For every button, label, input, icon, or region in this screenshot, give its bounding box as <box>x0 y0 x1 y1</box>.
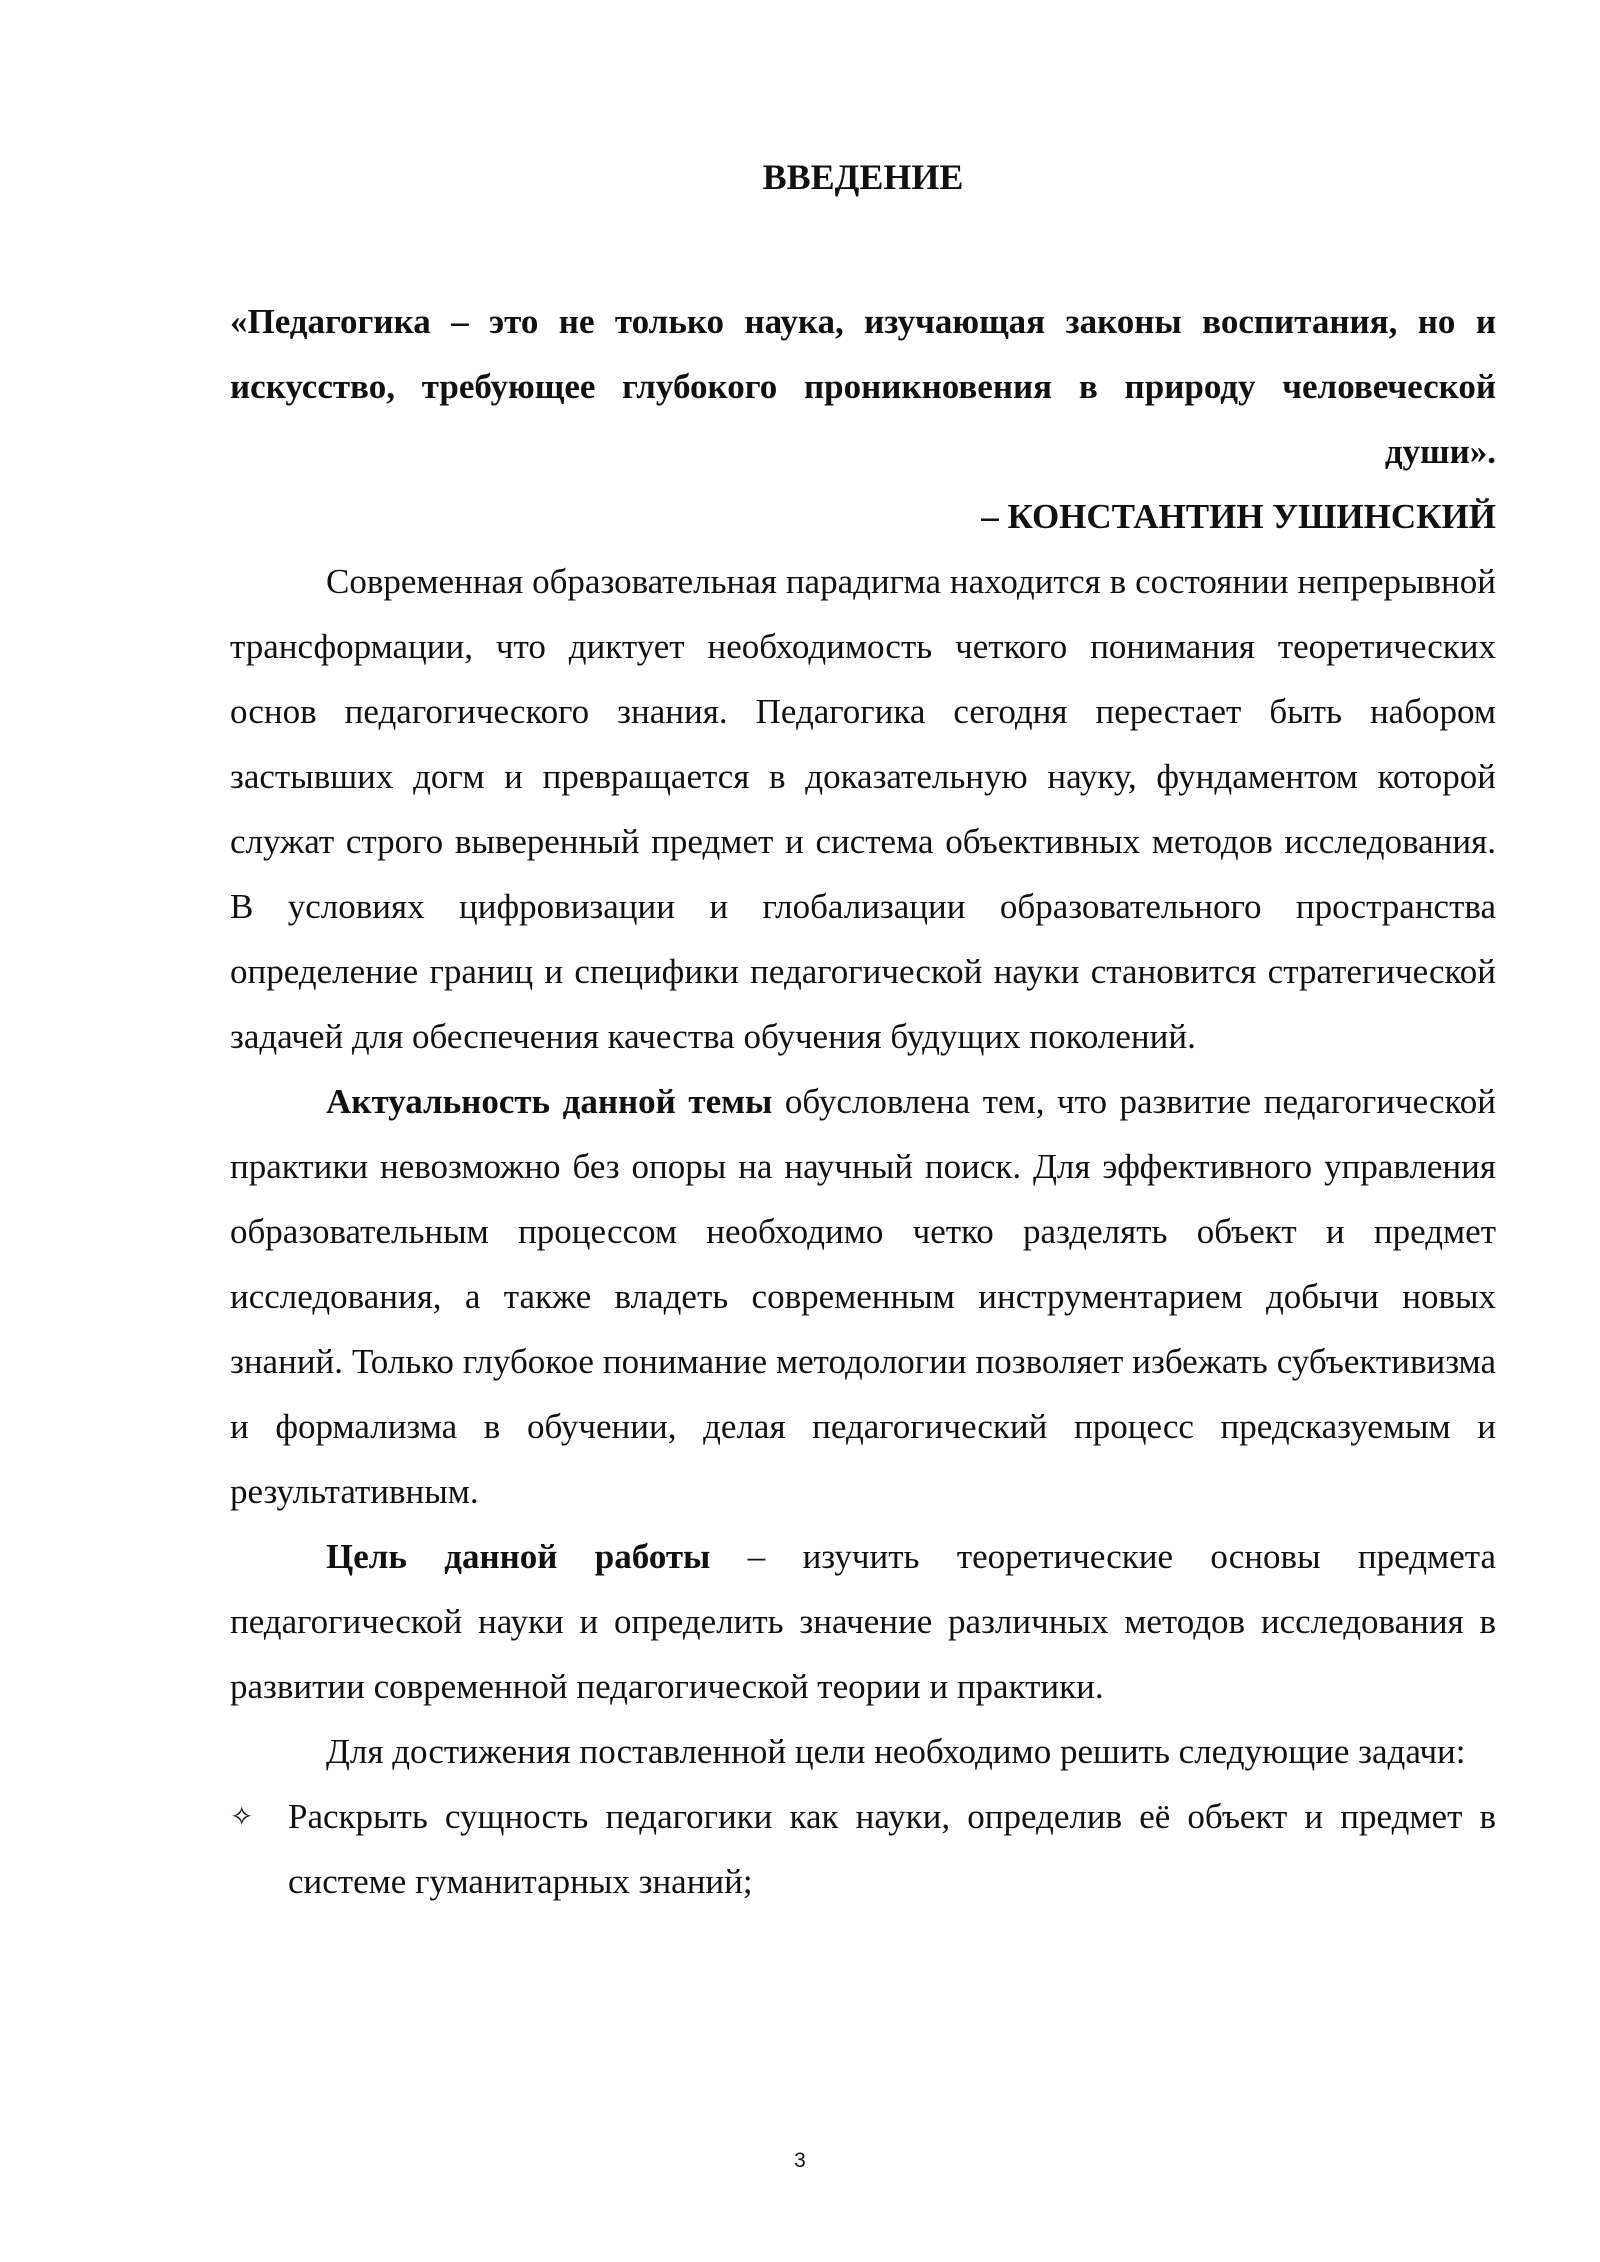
epigraph-quote: «Педагогика – это не только наука, изучающая законы воспитания, но и искусство, требующее глубокого проникновения в природу человеческой души». <box>230 302 1496 471</box>
goal-lead: Цель данной работы <box>326 1537 711 1576</box>
goal-paragraph <box>230 1524 1496 1719</box>
page-heading: ВВЕДЕНИЕ <box>762 157 964 197</box>
page-number: 3 <box>794 2149 806 2172</box>
page-content <box>230 155 1496 1914</box>
relevance-lead: Актуальность данной темы <box>326 1082 773 1121</box>
relevance-text: обусловлена тем, что развитие педагогической практики невозможно без опоры на научный поиск. Для эффективного управления образовательным процессом необходимо четко разделять объект и предмет исследования, а также владеть современным инструментарием добычи новых знаний. Только глубокое понимание методологии позволяет избежать субъективизма и формализма в обучении, делая педагогический процесс предсказуемым и результативным. <box>230 1082 1496 1511</box>
four-pointed-star-icon: ✧ <box>230 1800 254 1833</box>
relevance-paragraph <box>230 1069 1496 1524</box>
tasks-list <box>230 1784 1496 1914</box>
goal-text: – изучить теоретические основы предмета педагогической науки и определить значение различных методов исследования в развитии современной педагогической теории и практики. <box>230 1537 1496 1706</box>
task-text: Раскрыть сущность педагогики как науки, определив её объект и предмет в системе гуманитарных знаний; <box>288 1797 1496 1901</box>
intro-paragraph: Современная образовательная парадигма находится в состоянии непрерывной трансформации, что диктует необходимость четкого понимания теоретических основ педагогического знания. Педагогика сегодня перестает быть набором застывших догм и превращается в доказательную науку, фундаментом которой служат строго выверенный предмет и система объективных методов исследования. В условиях цифровизации и глобализации образовательного пространства определение границ и специфики педагогической науки становится стратегической задачей для обеспечения качества обучения будущих поколений. <box>230 562 1496 1056</box>
epigraph-author: – КОНСТАНТИН УШИНСКИЙ <box>981 497 1496 536</box>
list-item <box>230 1784 1496 1914</box>
tasks-intro: Для достижения поставленной цели необходимо решить следующие задачи: <box>326 1732 1466 1771</box>
